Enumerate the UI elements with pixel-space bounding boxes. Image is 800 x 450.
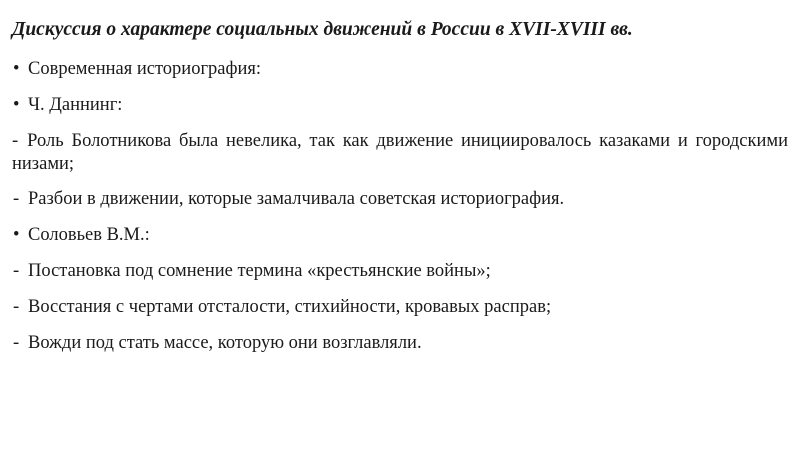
- bullet-marker: •: [13, 59, 20, 79]
- bullet-text: Ч. Даннинг:: [28, 95, 123, 115]
- bullet-item: [12, 58, 788, 81]
- dash-marker: -: [13, 297, 20, 317]
- dash-text: Разбои в движении, которые замалчивала советская историография.: [28, 189, 565, 209]
- dash-item: [12, 332, 788, 355]
- dash-text: Восстания с чертами отсталости, стихийности, кровавых расправ;: [28, 297, 552, 317]
- dash-text: Вожди под стать массе, которую они возглавляли.: [28, 333, 422, 353]
- dash-item: [12, 188, 788, 211]
- dash-marker: -: [13, 189, 20, 209]
- dash-text: Постановка под сомнение термина «крестьянские войны»;: [28, 261, 491, 281]
- bullet-item: [12, 94, 788, 117]
- slide-title: Дискуссия о характере социальных движений в России в XVII-XVIII вв.: [12, 19, 633, 40]
- bullet-text: Соловьев В.М.:: [28, 225, 150, 245]
- bullet-marker: •: [13, 95, 20, 115]
- bullet-item: [12, 224, 788, 247]
- dash-item: [12, 130, 788, 176]
- dash-marker: -: [13, 261, 20, 281]
- dash-marker: -: [13, 333, 20, 353]
- dash-marker: -: [12, 131, 19, 151]
- dash-item: [12, 296, 788, 319]
- dash-text: Роль Болотникова была невелика, так как движение инициировалось казаками и городскими низами;: [12, 131, 788, 174]
- bullet-text: Современная историография:: [28, 59, 262, 79]
- dash-item: [12, 260, 788, 283]
- slide-body: [12, 58, 788, 368]
- bullet-marker: •: [13, 225, 20, 245]
